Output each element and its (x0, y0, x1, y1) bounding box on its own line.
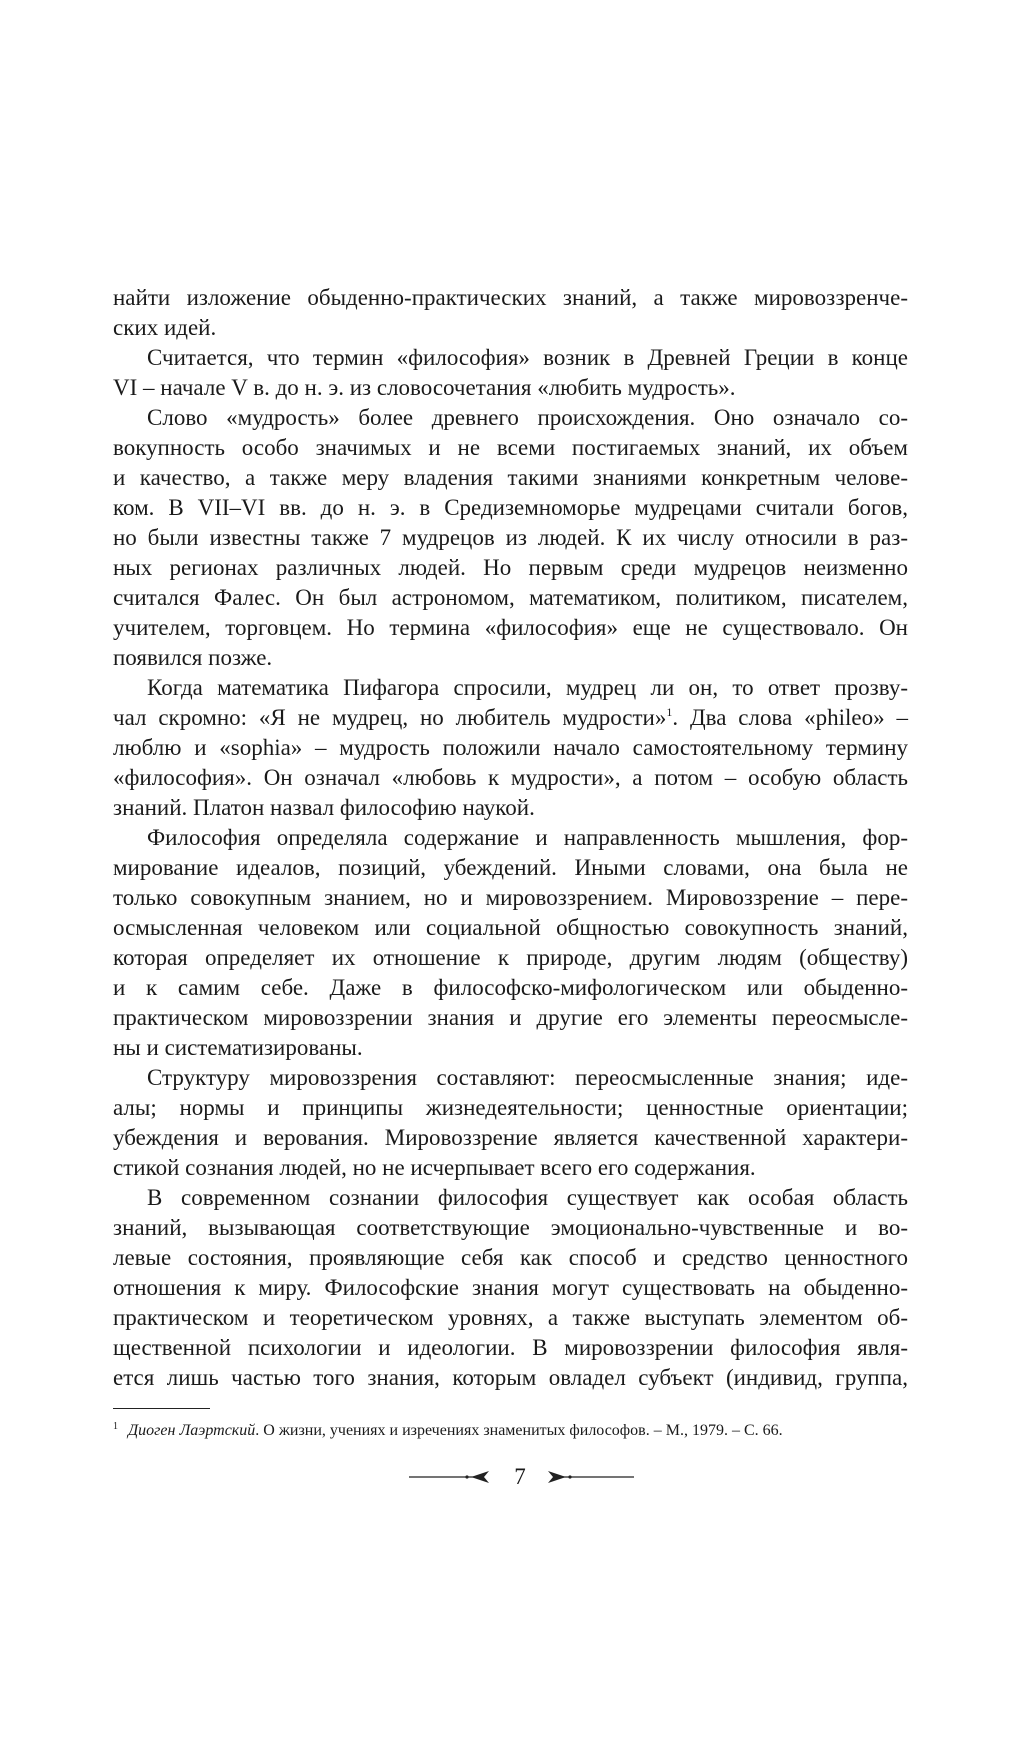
text-line-content: найти изложение обыденно-практических знаний, а также мировоззренче- (113, 285, 908, 310)
text-line-content: практическом мировоззрении знания и другие его элементы переосмысле- (113, 1005, 908, 1030)
text-line (113, 973, 908, 1003)
text-line (113, 523, 908, 553)
text-line (113, 283, 908, 313)
text-line-content: ны и систематизированы. (113, 1035, 363, 1060)
text-line-content: Структуру мировоззрения составляют: переосмысленные знания; иде- (147, 1065, 908, 1090)
text-line (113, 1303, 908, 1333)
text-line (113, 493, 908, 523)
text-line-content: Когда математика Пифагора спросили, мудрец ли он, то ответ прозву- (147, 675, 908, 700)
text-line (113, 943, 908, 973)
text-line (113, 1183, 908, 1213)
text-line (113, 1003, 908, 1033)
text-line (113, 1063, 908, 1093)
text-line (113, 433, 908, 463)
text-line-content: и качество, а также меру владения такими знаниями конкретным челове- (113, 465, 908, 490)
text-line (113, 913, 908, 943)
right-ornament-icon (548, 1462, 634, 1492)
text-line-content: Слово «мудрость» более древнего происхождения. Оно означало со- (147, 405, 908, 430)
text-line-content: но были известны также 7 мудрецов из людей. К их числу относили в раз- (113, 525, 908, 550)
footnote-number: 1 (113, 1421, 118, 1432)
text-line (113, 403, 908, 433)
text-line (113, 373, 908, 403)
text-line-content: знаний, вызывающая соответствующие эмоционально-чувственные и во- (113, 1215, 908, 1240)
text-line-content: учителем, торговцем. Но термина «философия» еще не существовало. Он (113, 615, 908, 640)
text-line-content: щественной психологии и идеологии. В мировоззрении философия явля- (113, 1335, 908, 1360)
text-line-content: считался Фалес. Он был астрономом, математиком, политиком, писателем, (113, 585, 908, 610)
text-line-content: ком. В VII–VI вв. до н. э. в Средиземноморье мудрецами считали богов, (113, 495, 908, 520)
text-line-content: стикой сознания людей, но не исчерпывает всего его содержания. (113, 1155, 756, 1180)
text-line (113, 1093, 908, 1123)
text-line-content: «философия». Он означал «любовь к мудрости», а потом – особую область (113, 765, 908, 790)
text-line-content: осмысленная человеком или социальной общностью совокупность знаний, (113, 915, 908, 940)
text-line-content: В современном сознании философия существует как особая область (147, 1185, 908, 1210)
text-line-content: ных регионах различных людей. Но первым среди мудрецов неизменно (113, 555, 908, 580)
footnote-author: Диоген Лаэртский (128, 1422, 256, 1439)
text-line-content: знаний. Платон назвал философию наукой. (113, 795, 535, 820)
text-line (113, 733, 908, 763)
footnote-ref[interactable]: 1 (666, 705, 673, 719)
text-line (113, 793, 908, 823)
text-line (113, 1333, 908, 1363)
text-line (113, 463, 908, 493)
text-line (113, 613, 908, 643)
text-line (113, 763, 908, 793)
text-line (113, 583, 908, 613)
text-line-content: которая определяет их отношение к природе, другим людям (обществу) (113, 945, 908, 970)
page-number: 7 (514, 1464, 526, 1489)
text-line (113, 1033, 908, 1063)
page-number-block (400, 1462, 640, 1492)
text-line (113, 313, 908, 343)
text-line-content: левые состояния, проявляющие себя как способ и средство ценностного (113, 1245, 908, 1270)
text-line-content: практическом и теоретическом уровнях, а также выступать элементом об- (113, 1305, 908, 1330)
text-line (113, 343, 908, 373)
text-line-content: люблю и «sophia» – мудрость положили начало самостоятельному термину (113, 735, 908, 760)
text-line (113, 853, 908, 883)
text-line (113, 1273, 908, 1303)
text-line-content: Считается, что термин «философия» возник в Древней Греции в конце (147, 345, 908, 370)
text-line (113, 823, 908, 853)
text-line (113, 1123, 908, 1153)
footnote (113, 1417, 783, 1441)
text-line-content: и к самим себе. Даже в философско-мифологическом или обыденно- (113, 975, 908, 1000)
text-line (113, 1213, 908, 1243)
text-line-content: Философия определяла содержание и направленность мышления, фор- (147, 825, 908, 850)
text-line-content: ских идей. (113, 315, 217, 340)
text-line-content: ется лишь частью того знания, которым овладел субъект (индивид, группа, (113, 1365, 908, 1390)
text-line-content: VI – начале V в. до н. э. из словосочетания «любить мудрость». (113, 375, 736, 400)
text-line-content: алы; нормы и принципы жизнедеятельности; ценностные ориентации; (113, 1095, 908, 1120)
text-line (113, 1153, 908, 1183)
text-line-content: вокупность особо значимых и не всеми постигаемых знаний, их объем (113, 435, 908, 460)
footnote-text: . О жизни, учениях и изречениях знаменитых философов. – М., 1979. – С. 66. (255, 1422, 783, 1439)
text-line (113, 643, 908, 673)
text-line (113, 1363, 908, 1393)
text-line (113, 673, 908, 703)
text-line (113, 703, 908, 733)
footnote-divider (113, 1408, 210, 1409)
text-line-content: мирование идеалов, позиций, убеждений. Иными словами, она была не (113, 855, 908, 880)
left-ornament-icon (409, 1462, 491, 1492)
text-line (113, 1243, 908, 1273)
text-line (113, 553, 908, 583)
body-text (113, 283, 908, 1393)
text-line (113, 883, 908, 913)
text-line-content: только совокупным знанием, но и мировоззрением. Мировоззрение – пере- (113, 885, 908, 910)
text-line-content: отношения к миру. Философские знания могут существовать на обыденно- (113, 1275, 908, 1300)
text-line-content: убеждения и верования. Мировоззрение является качественной характери- (113, 1125, 908, 1150)
text-line-content: появился позже. (113, 645, 273, 670)
text-line-content: чал скромно: «Я не мудрец, но любитель мудрости» (113, 705, 667, 730)
text-line-continuation: . Два слова «phileo» – (672, 705, 908, 730)
